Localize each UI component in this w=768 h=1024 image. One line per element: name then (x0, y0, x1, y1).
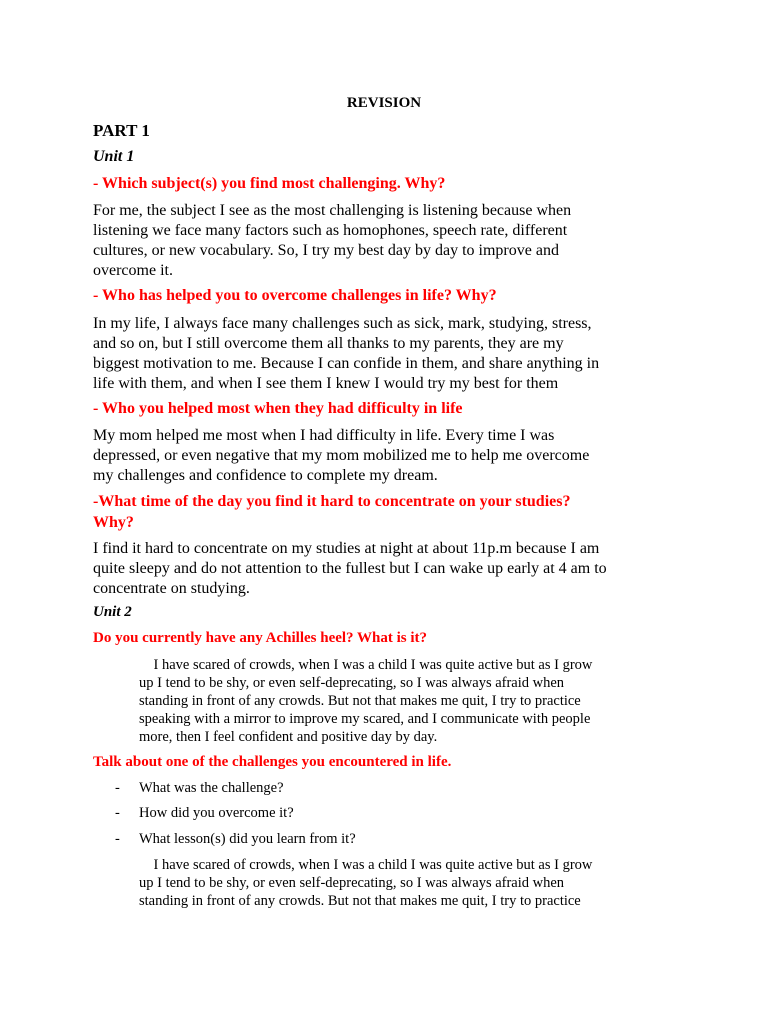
document-title: REVISION (346, 95, 422, 111)
bullet-dash: - (115, 831, 120, 847)
unit-1-question-3: - Who you helped most when they had difficulty in life (93, 400, 463, 417)
unit-2-heading: Unit 2 (93, 604, 132, 620)
unit-1-question-1: - Which subject(s) you find most challenging. Why? (93, 175, 446, 192)
list-item-text: How did you overcome it? (139, 805, 294, 821)
unit-2-answer-1: I have scared of crowds, when I was a child I was quite active but as I grow up I tend to be shy, or even self-deprecating, so I was always afraid when standing in front of any crowds. But not that makes me quit, I try to practice speaking with a mirror to improve my scared, and I communicate with people more, then I feel confident and positive day by day. (139, 657, 593, 745)
unit-2-question-1: Do you currently have any Achilles heel? What is it? (93, 630, 428, 646)
part-heading: PART 1 (93, 121, 150, 140)
unit-1-answer-3: My mom helped me most when I had difficulty in life. Every time I was depressed, or even negative that my mom mobilized me to help me overcome my challenges and confidence to complete my dream. (93, 427, 590, 484)
unit-1-answer-1: For me, the subject I see as the most challenging is listening because when listening we face many factors such as homophones, speech rate, different cultures, or new vocabulary. So, I try my best day by day to improve and overcome it. (93, 202, 572, 279)
unit-1-heading: Unit 1 (93, 148, 135, 165)
unit-2-answer-2: I have scared of crowds, when I was a child I was quite active but as I grow up I tend to be shy, or even self-deprecating, so I was always afraid when standing in front of any crowds. But not that makes me quit, I try to practice (139, 857, 593, 909)
unit-1-answer-4: I find it hard to concentrate on my studies at night at about 11p.m because I am quite sleepy and do not attention to the fullest but I can wake up early at 4 am to concentrate on studying. (93, 540, 607, 597)
unit-1-answer-2: In my life, I always face many challenges such as sick, mark, studying, stress, and so on, but I still overcome them all thanks to my parents, they are my biggest motivation to me. Because I can confide in them, and share anything in life with them, and when I see them I knew I would try my best for them (93, 315, 600, 392)
unit-1-question-2: - Who has helped you to overcome challenges in life? Why? (93, 287, 497, 304)
bullet-dash: - (115, 780, 120, 796)
unit-1-question-4: -What time of the day you find it hard to concentrate on your studies? Why? (93, 493, 571, 531)
unit-2-question-2: Talk about one of the challenges you encountered in life. (93, 754, 452, 770)
list-item-text: What was the challenge? (139, 780, 284, 796)
bullet-dash: - (115, 805, 120, 821)
list-item-text: What lesson(s) did you learn from it? (139, 831, 356, 847)
